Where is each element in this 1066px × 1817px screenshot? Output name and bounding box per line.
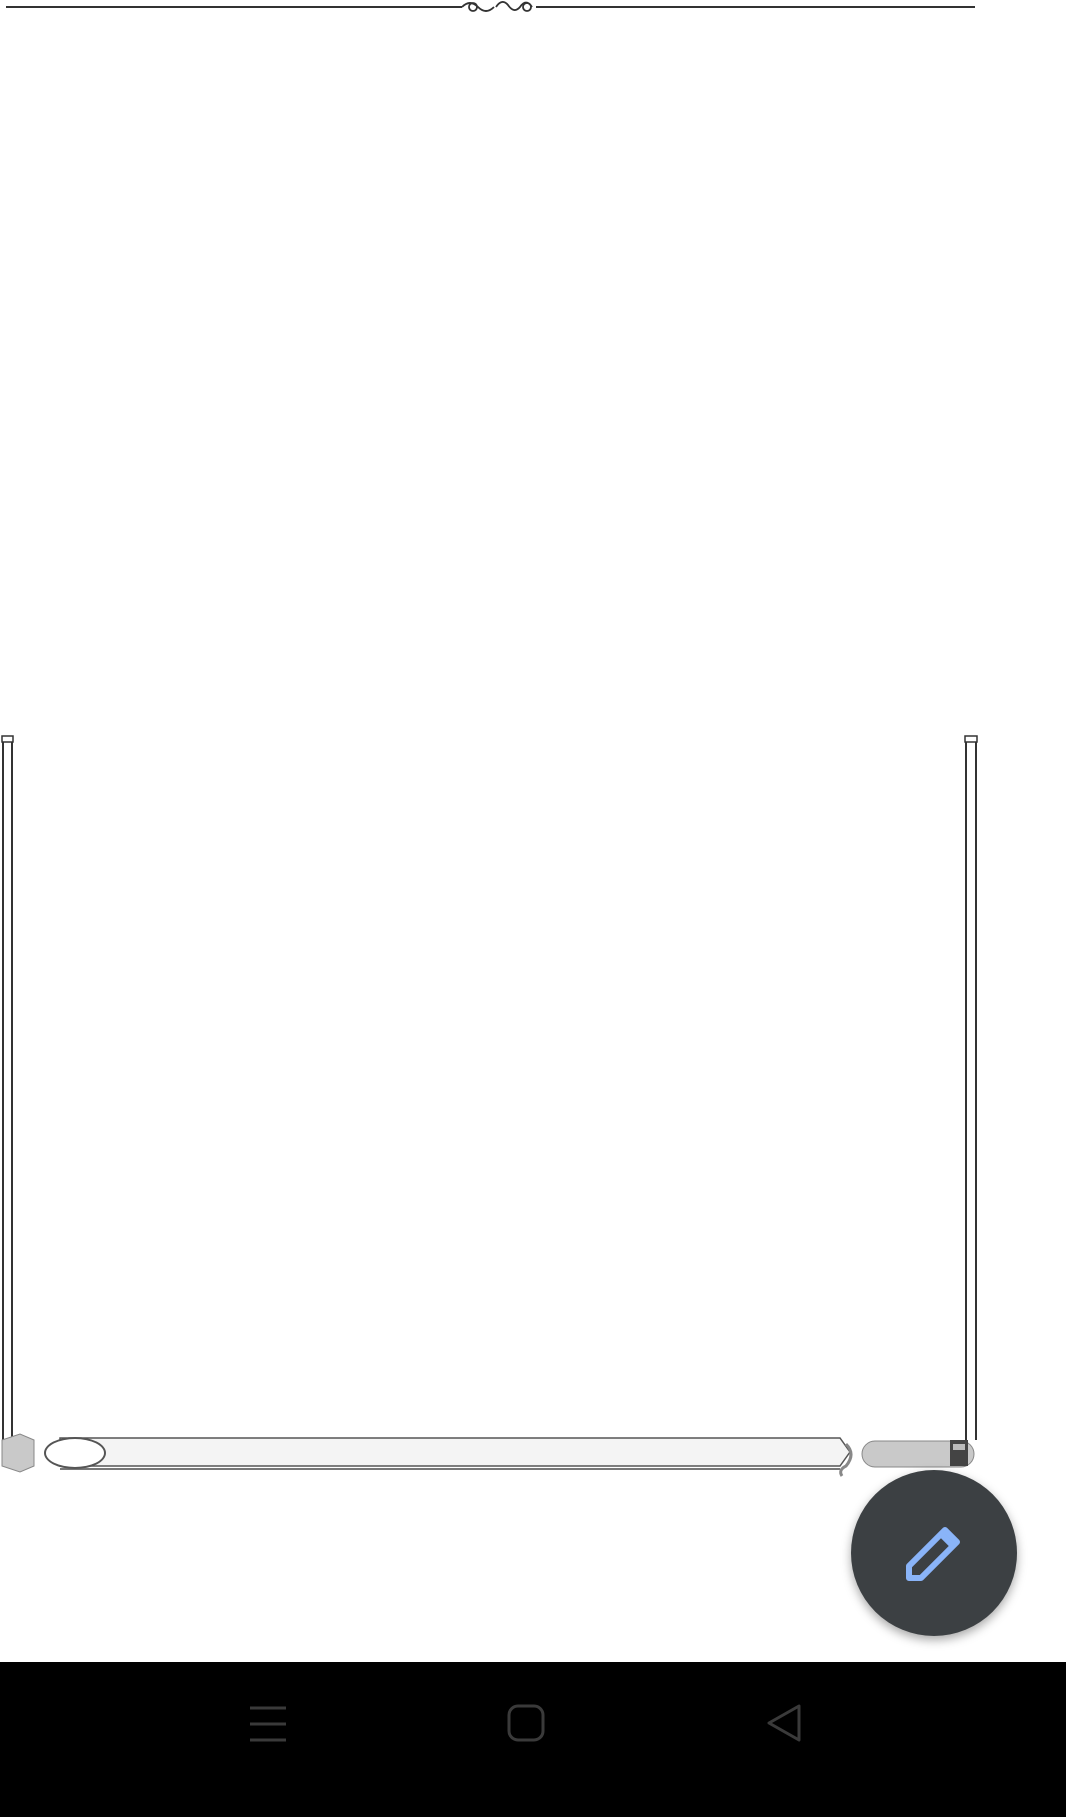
question-5 <box>30 1221 947 1249</box>
edit-fab-button[interactable] <box>851 1470 1017 1636</box>
question-3 <box>30 482 947 538</box>
question-4 <box>30 1026 947 1054</box>
question-1 <box>30 62 947 118</box>
home-icon[interactable] <box>505 1702 547 1744</box>
system-navigation-bar <box>0 1662 1066 1817</box>
back-icon[interactable] <box>763 1702 805 1744</box>
question-text-wrap <box>91 1026 109 1053</box>
question-2 <box>30 283 947 311</box>
menu-icon[interactable] <box>246 1704 290 1744</box>
ornament-icon <box>462 2 532 11</box>
pencil-icon <box>901 1520 967 1586</box>
page-number <box>44 1437 106 1469</box>
